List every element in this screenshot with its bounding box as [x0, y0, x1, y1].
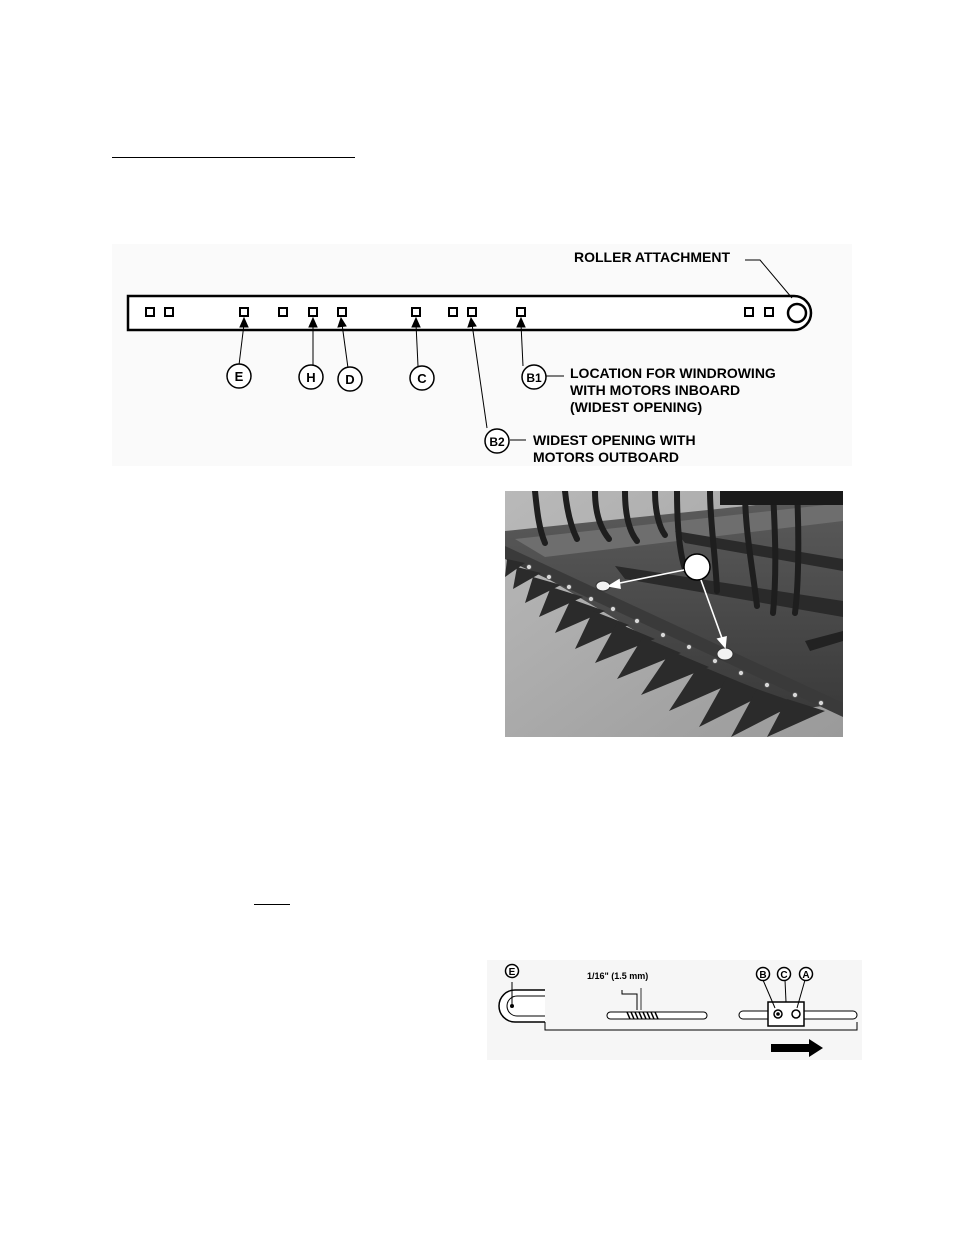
- roller-end: [499, 990, 545, 1022]
- hole: [449, 308, 457, 316]
- gap-dimension: 1/16" (1.5 mm): [587, 971, 649, 981]
- hole-c: [412, 308, 420, 316]
- knife-photo: [505, 491, 843, 737]
- photo-callout-circle: [684, 554, 710, 580]
- hole-h: [309, 308, 317, 316]
- reel-bar: [720, 491, 843, 505]
- clip-highlight: [717, 648, 733, 660]
- marker-d-text: D: [345, 372, 355, 387]
- knife-detail-svg: [487, 960, 862, 1060]
- b1-note-line2: WITH MOTORS INBOARD: [570, 382, 741, 398]
- knife-photo-svg: [505, 491, 843, 737]
- hole-d: [338, 308, 346, 316]
- hole: [279, 308, 287, 316]
- marker-b2-text: B2: [489, 435, 505, 449]
- slat-diagram-svg: [112, 244, 852, 466]
- hole: [146, 308, 154, 316]
- hole-e: [240, 308, 248, 316]
- marker-b-text: B: [759, 970, 767, 981]
- hole-a: [792, 1010, 800, 1018]
- b2-note-line2: MOTORS OUTBOARD: [533, 449, 679, 465]
- roller-attachment-label: ROLLER ATTACHMENT: [574, 249, 731, 265]
- hole-b1: [517, 308, 525, 316]
- marker-c-text: C: [417, 371, 427, 386]
- hole: [165, 308, 173, 316]
- b2-note-line1: WIDEST OPENING WITH: [533, 432, 696, 448]
- diagram-background: [112, 244, 852, 466]
- hole-position-diagram: [112, 244, 852, 466]
- marker-e-text: E: [508, 967, 516, 978]
- b1-note-line3: (WIDEST OPENING): [570, 399, 703, 415]
- note-underline: [254, 904, 290, 905]
- marker-e-text: E: [234, 369, 244, 384]
- hole-b2: [468, 308, 476, 316]
- roller-hole: [788, 304, 806, 322]
- marker-b1-text: B1: [526, 371, 542, 385]
- b1-note-line1: LOCATION FOR WINDROWING: [570, 365, 776, 381]
- hole: [745, 308, 753, 316]
- marker-h-text: H: [306, 370, 316, 385]
- hole-b-bolt: [776, 1012, 780, 1016]
- hole: [765, 308, 773, 316]
- marker-a-text: A: [802, 970, 810, 981]
- heading-underline: [112, 157, 355, 158]
- roller-pin: [510, 1004, 514, 1008]
- marker-c-text: C: [780, 970, 788, 981]
- knife-detail-diagram: [487, 960, 862, 1060]
